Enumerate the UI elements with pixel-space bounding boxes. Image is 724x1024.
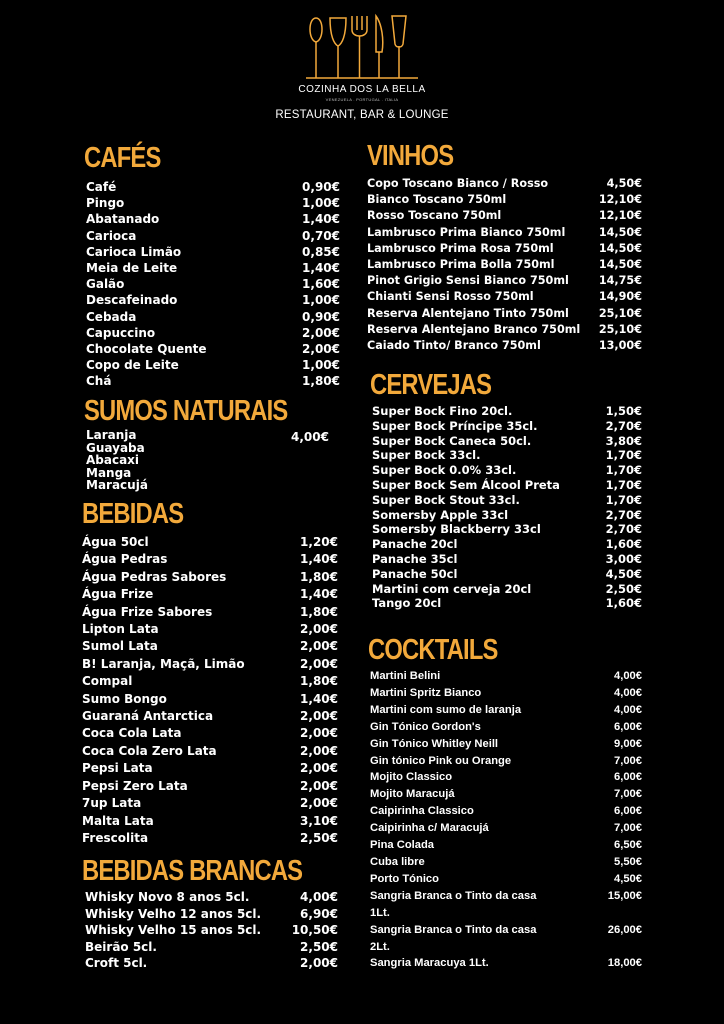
item-name: Caipirinha Classico bbox=[370, 805, 474, 818]
item-name: Rosso Toscano 750ml bbox=[367, 209, 502, 223]
brancas-item bbox=[85, 906, 338, 923]
cocktails-item bbox=[370, 668, 642, 685]
sumos-item: Manga bbox=[86, 465, 132, 480]
item-name: Lipton Lata bbox=[82, 622, 159, 637]
vinhos-item bbox=[367, 225, 642, 241]
cocktails-item bbox=[370, 871, 642, 888]
cervejas-item bbox=[372, 463, 642, 478]
cafes-item bbox=[86, 373, 340, 389]
bebidas-item bbox=[82, 621, 338, 638]
item-name: Chocolate Quente bbox=[86, 342, 207, 357]
item-name: Pingo bbox=[86, 196, 125, 211]
item-price: 10,50€ bbox=[291, 923, 338, 937]
cocktails-item bbox=[370, 769, 642, 786]
item-name: Chá bbox=[86, 374, 112, 389]
bebidas-item bbox=[82, 778, 338, 795]
item-name: Whisky Velho 12 anos 5cl. bbox=[85, 906, 262, 921]
item-price: 6,00€ bbox=[614, 805, 642, 818]
brancas-item bbox=[85, 889, 338, 906]
cafes-item bbox=[86, 325, 340, 341]
bebidas-item bbox=[82, 691, 338, 708]
item-name: Pinot Grigio Sensi Bianco 750ml bbox=[367, 274, 569, 288]
bebidas-item bbox=[82, 551, 338, 568]
cafes-item bbox=[86, 292, 340, 308]
cervejas-item bbox=[372, 434, 642, 449]
item-price: 4,50€ bbox=[614, 872, 642, 885]
item-name: Coca Cola Lata bbox=[82, 726, 182, 741]
item-price: 1,80€ bbox=[300, 674, 338, 689]
item-name: Martini com cerveja 20cl bbox=[372, 581, 532, 596]
item-price: 2,70€ bbox=[605, 418, 642, 433]
cervejas-section bbox=[370, 369, 642, 611]
item-price: 14,75€ bbox=[598, 274, 642, 288]
cocktails-item bbox=[370, 922, 642, 956]
cervejas-item bbox=[372, 448, 642, 463]
item-name: Café bbox=[86, 180, 117, 194]
sumos-section bbox=[84, 395, 340, 492]
item-price: 1,00€ bbox=[302, 293, 340, 308]
item-price: 1,50€ bbox=[605, 404, 642, 418]
item-price: 7,00€ bbox=[614, 822, 642, 835]
vinhos-item bbox=[367, 338, 642, 354]
item-name: Super Bock Fino 20cl. bbox=[372, 404, 513, 418]
sumos-price: 4,00€ bbox=[291, 430, 329, 444]
item-name: Gin Tónico Gordon's bbox=[370, 720, 481, 733]
brancas-item bbox=[85, 955, 338, 972]
item-price: 2,00€ bbox=[300, 656, 338, 671]
item-price: 14,50€ bbox=[598, 225, 642, 239]
item-price: 2,70€ bbox=[605, 507, 642, 522]
item-name: Pepsi Zero Lata bbox=[82, 778, 188, 793]
item-name: Lambrusco Prima Bianco 750ml bbox=[367, 225, 566, 239]
item-price: 15,00€ bbox=[607, 889, 642, 902]
cervejas-list bbox=[370, 404, 642, 611]
brand-countries: VENEZUELA . PORTUGAL . ITALIA bbox=[325, 97, 399, 102]
item-price: 2,00€ bbox=[300, 761, 338, 776]
cervejas-item bbox=[372, 552, 642, 567]
cocktails-item bbox=[370, 837, 642, 854]
item-price: 0,90€ bbox=[302, 309, 340, 324]
cervejas-item bbox=[372, 582, 642, 597]
cocktails-item bbox=[370, 753, 642, 770]
item-name: Whisky Velho 15 anos 5cl. bbox=[85, 923, 262, 937]
item-name: B! Laranja, Maçã, Limão bbox=[82, 656, 245, 671]
item-price: 1,00€ bbox=[302, 196, 340, 211]
cocktails-item bbox=[370, 685, 642, 702]
item-name: 7up Lata bbox=[82, 796, 142, 811]
item-name: Meia de Leite bbox=[86, 261, 178, 276]
cutlery-glass-logo-icon bbox=[306, 12, 418, 80]
item-name: Super Bock Sem Álcool Preta bbox=[372, 477, 560, 492]
item-price: 1,80€ bbox=[300, 569, 338, 584]
bebidas-item bbox=[82, 586, 338, 603]
item-price: 13,00€ bbox=[598, 339, 642, 353]
item-name: Carioca bbox=[86, 228, 137, 243]
item-name: Whisky Novo 8 anos 5cl. bbox=[85, 890, 250, 904]
item-price: 25,10€ bbox=[598, 322, 642, 336]
item-price: 7,00€ bbox=[614, 788, 642, 801]
item-name: Sumol Lata bbox=[82, 639, 158, 654]
item-price: 6,90€ bbox=[300, 906, 338, 921]
bebidas-item bbox=[82, 725, 338, 742]
item-name: Copo de Leite bbox=[86, 358, 179, 373]
item-name: Somersby Blackberry 33cl bbox=[372, 522, 541, 537]
bebidas-item bbox=[82, 760, 338, 777]
item-name: Super Bock 33cl. bbox=[372, 448, 481, 463]
item-name: Cebada bbox=[86, 309, 137, 324]
item-price: 2,00€ bbox=[300, 726, 338, 741]
item-name: Água Pedras Sabores bbox=[82, 569, 227, 584]
item-name: Cuba libre bbox=[370, 855, 425, 868]
cervejas-item bbox=[372, 596, 642, 611]
item-price: 2,00€ bbox=[302, 342, 340, 357]
item-name: Gin Tónico Whitley Neill bbox=[370, 737, 499, 750]
cafes-item bbox=[86, 357, 340, 373]
item-price: 0,90€ bbox=[302, 180, 340, 194]
item-name: Sangria Maracuya 1Lt. bbox=[370, 957, 489, 970]
item-name: Martini com sumo de laranja bbox=[370, 703, 522, 716]
cervejas-item bbox=[372, 404, 642, 419]
vinhos-item bbox=[367, 192, 642, 208]
item-name: Lambrusco Prima Bolla 750ml bbox=[367, 258, 555, 272]
cocktails-item bbox=[370, 719, 642, 736]
brancas-item bbox=[85, 939, 338, 956]
item-price: 2,00€ bbox=[300, 639, 338, 654]
item-price: 1,80€ bbox=[302, 374, 340, 389]
item-name: Reserva Alentejano Tinto 750ml bbox=[367, 306, 569, 320]
item-price: 26,00€ bbox=[607, 923, 642, 936]
item-price: 2,00€ bbox=[300, 796, 338, 811]
item-price: 4,00€ bbox=[614, 686, 642, 699]
cocktails-item bbox=[370, 955, 642, 972]
bebidas-list bbox=[82, 534, 338, 847]
cervejas-item bbox=[372, 493, 642, 508]
cocktails-item bbox=[370, 803, 642, 820]
item-name: Lambrusco Prima Rosa 750ml bbox=[367, 241, 554, 255]
sumos-item: Maracujá bbox=[86, 478, 148, 492]
item-price: 6,00€ bbox=[614, 720, 642, 733]
item-name: Croft 5cl. bbox=[85, 956, 148, 970]
bebidas-item bbox=[82, 569, 338, 586]
item-price: 1,00€ bbox=[302, 358, 340, 373]
item-price: 2,00€ bbox=[300, 778, 338, 793]
bebidas-item bbox=[82, 604, 338, 621]
cafes-item bbox=[86, 195, 340, 211]
item-name: Abatanado bbox=[86, 212, 160, 227]
item-price: 1,70€ bbox=[605, 463, 642, 478]
cervejas-item bbox=[372, 419, 642, 434]
item-price: 1,70€ bbox=[605, 477, 642, 492]
item-price: 6,50€ bbox=[614, 839, 642, 852]
item-name: Panache 20cl bbox=[372, 537, 458, 552]
item-name: Pina Colada bbox=[370, 839, 435, 852]
item-price: 5,50€ bbox=[614, 855, 642, 868]
item-price: 14,90€ bbox=[598, 290, 642, 304]
item-name: Super Bock Stout 33cl. bbox=[372, 492, 520, 507]
item-name: Descafeinado bbox=[86, 293, 178, 308]
item-price: 1,70€ bbox=[605, 448, 642, 463]
item-name: Martini Belini bbox=[370, 670, 441, 682]
item-name: Copo Toscano Bianco / Rosso bbox=[367, 177, 549, 190]
item-price: 6,00€ bbox=[614, 771, 642, 784]
brand-name: COZINHA DOS LA BELLA bbox=[298, 84, 426, 95]
item-price: 4,00€ bbox=[614, 703, 642, 716]
bebidas-item bbox=[82, 534, 338, 551]
item-price: 1,60€ bbox=[605, 537, 642, 552]
cocktails-item bbox=[370, 786, 642, 803]
cafes-section bbox=[84, 142, 340, 390]
cocktails-item bbox=[370, 888, 642, 922]
item-price: 4,00€ bbox=[300, 890, 338, 904]
item-name: Gin tónico Pink ou Orange bbox=[370, 754, 512, 767]
item-name: Somersby Apple 33cl bbox=[372, 507, 509, 522]
item-name: Água Pedras bbox=[82, 552, 168, 567]
item-price: 14,50€ bbox=[598, 258, 642, 272]
item-price: 12,10€ bbox=[598, 193, 642, 207]
item-price: 1,40€ bbox=[300, 552, 338, 567]
item-price: 4,50€ bbox=[605, 566, 642, 581]
item-price: 18,00€ bbox=[607, 957, 642, 970]
cafes-item bbox=[86, 341, 340, 357]
bebidas-item bbox=[82, 656, 338, 673]
cocktails-item bbox=[370, 854, 642, 871]
item-price: 2,00€ bbox=[300, 709, 338, 724]
item-price: 1,70€ bbox=[605, 492, 642, 507]
brancas-item bbox=[85, 922, 338, 939]
item-name: Chianti Sensi Rosso 750ml bbox=[367, 290, 534, 304]
cafes-item bbox=[86, 260, 340, 276]
item-name: Caipirinha c/ Maracujá bbox=[370, 822, 489, 835]
item-price: 3,10€ bbox=[300, 813, 338, 828]
bebidas-item bbox=[82, 708, 338, 725]
item-name: Caiado Tinto/ Branco 750ml bbox=[367, 339, 541, 353]
brancas-list bbox=[82, 889, 338, 972]
item-name: Água 50cl bbox=[82, 535, 149, 549]
item-name: Super Bock Príncipe 35cl. bbox=[372, 418, 538, 433]
cervejas-heading: CERVEJAS bbox=[370, 369, 492, 401]
sumos-list bbox=[84, 429, 340, 492]
header bbox=[0, 12, 724, 121]
vinhos-item bbox=[367, 306, 642, 322]
item-name: Malta Lata bbox=[82, 813, 154, 828]
item-price: 4,00€ bbox=[614, 670, 642, 682]
item-name: Bianco Toscano 750ml bbox=[367, 193, 507, 207]
cervejas-item bbox=[372, 537, 642, 552]
item-name: Frescolita bbox=[82, 830, 149, 845]
item-price: 1,60€ bbox=[605, 596, 642, 611]
item-price: 3,80€ bbox=[605, 433, 642, 448]
cafes-item bbox=[86, 276, 340, 292]
cocktails-item bbox=[370, 702, 642, 719]
item-name: Água Frize bbox=[82, 587, 154, 602]
item-name: Mojito Maracujá bbox=[370, 788, 455, 801]
cafes-item bbox=[86, 211, 340, 227]
item-name: Sangria Branca o Tinto da casa 2Lt. bbox=[370, 923, 537, 953]
item-name: Panache 35cl bbox=[372, 551, 458, 566]
item-price: 1,40€ bbox=[302, 261, 340, 276]
item-price: 1,40€ bbox=[300, 587, 338, 602]
item-name: Galão bbox=[86, 277, 125, 292]
cervejas-item bbox=[372, 508, 642, 523]
item-name: Porto Tónico bbox=[370, 872, 439, 885]
item-name: Água Frize Sabores bbox=[82, 604, 213, 619]
vinhos-item bbox=[367, 289, 642, 305]
item-price: 2,50€ bbox=[300, 830, 338, 845]
item-price: 1,40€ bbox=[302, 212, 340, 227]
item-name: Beirão 5cl. bbox=[85, 939, 157, 954]
sumos-item: Laranja bbox=[86, 428, 137, 442]
bebidas-item bbox=[82, 830, 338, 847]
sumos-item: Abacaxi bbox=[86, 453, 140, 467]
item-price: 2,00€ bbox=[300, 956, 338, 970]
item-name: Carioca Limão bbox=[86, 244, 182, 259]
item-price: 2,00€ bbox=[302, 325, 340, 340]
cervejas-item bbox=[372, 567, 642, 582]
cocktails-heading: COCKTAILS bbox=[368, 634, 498, 666]
vinhos-item bbox=[367, 273, 642, 289]
vinhos-item bbox=[367, 208, 642, 224]
item-price: 2,00€ bbox=[300, 743, 338, 758]
cervejas-item bbox=[372, 522, 642, 537]
item-price: 2,50€ bbox=[300, 939, 338, 954]
item-name: Sumo Bongo bbox=[82, 691, 167, 706]
bebidas-item bbox=[82, 743, 338, 760]
brancas-heading: BEBIDAS BRANCAS bbox=[82, 855, 303, 887]
brancas-section bbox=[82, 855, 338, 972]
cocktails-list bbox=[368, 668, 642, 972]
item-name: Capuccino bbox=[86, 325, 156, 340]
item-name: Pepsi Lata bbox=[82, 761, 153, 776]
item-price: 1,60€ bbox=[302, 277, 340, 292]
item-name: Super Bock Caneca 50cl. bbox=[372, 433, 532, 448]
tagline: RESTAURANT, BAR & LOUNGE bbox=[275, 109, 449, 121]
item-price: 1,40€ bbox=[300, 691, 338, 706]
sumos-item: Guayaba bbox=[86, 440, 145, 455]
cervejas-item bbox=[372, 478, 642, 493]
item-name: Panache 50cl bbox=[372, 566, 458, 581]
item-name: Sangria Branca o Tinto da casa 1Lt. bbox=[370, 889, 537, 919]
bebidas-section bbox=[82, 498, 338, 847]
cafes-item bbox=[86, 179, 340, 195]
cafes-item bbox=[86, 228, 340, 244]
item-name: Compal bbox=[82, 674, 133, 689]
item-price: 9,00€ bbox=[614, 737, 642, 750]
cocktails-section bbox=[368, 634, 642, 972]
vinhos-item bbox=[367, 322, 642, 338]
vinhos-list bbox=[367, 176, 642, 354]
item-price: 3,00€ bbox=[605, 551, 642, 566]
item-price: 2,50€ bbox=[605, 581, 642, 596]
item-price: 4,50€ bbox=[606, 177, 642, 190]
item-price: 12,10€ bbox=[598, 209, 642, 223]
bebidas-item bbox=[82, 638, 338, 655]
item-price: 14,50€ bbox=[598, 241, 642, 255]
bebidas-item bbox=[82, 813, 338, 830]
vinhos-item bbox=[367, 241, 642, 257]
vinhos-item bbox=[367, 176, 642, 192]
item-name: Tango 20cl bbox=[372, 596, 442, 611]
item-name: Mojito Classico bbox=[370, 771, 453, 784]
item-name: Guaraná Antarctica bbox=[82, 709, 214, 724]
item-name: Reserva Alentejano Branco 750ml bbox=[367, 322, 581, 336]
cafes-list bbox=[84, 179, 340, 390]
bebidas-heading: BEBIDAS bbox=[82, 498, 184, 530]
item-price: 2,00€ bbox=[300, 622, 338, 637]
cocktails-item bbox=[370, 736, 642, 753]
vinhos-section bbox=[367, 140, 642, 354]
item-price: 2,70€ bbox=[605, 522, 642, 537]
sumos-heading: SUMOS NATURAIS bbox=[84, 395, 288, 427]
item-price: 25,10€ bbox=[598, 306, 642, 320]
item-price: 0,85€ bbox=[302, 244, 340, 259]
item-name: Super Bock 0.0% 33cl. bbox=[372, 463, 517, 478]
vinhos-heading: VINHOS bbox=[367, 140, 454, 172]
item-price: 0,70€ bbox=[302, 228, 340, 243]
item-price: 1,80€ bbox=[300, 604, 338, 619]
item-price: 7,00€ bbox=[614, 754, 642, 767]
item-price: 1,20€ bbox=[300, 535, 338, 549]
item-name: Martini Spritz Bianco bbox=[370, 686, 482, 699]
cafes-item bbox=[86, 244, 340, 260]
bebidas-item bbox=[82, 795, 338, 812]
cafes-heading: CAFÉS bbox=[84, 142, 161, 174]
cafes-item bbox=[86, 309, 340, 325]
item-name: Coca Cola Zero Lata bbox=[82, 743, 217, 758]
bebidas-item bbox=[82, 673, 338, 690]
vinhos-item bbox=[367, 257, 642, 273]
cocktails-item bbox=[370, 820, 642, 837]
